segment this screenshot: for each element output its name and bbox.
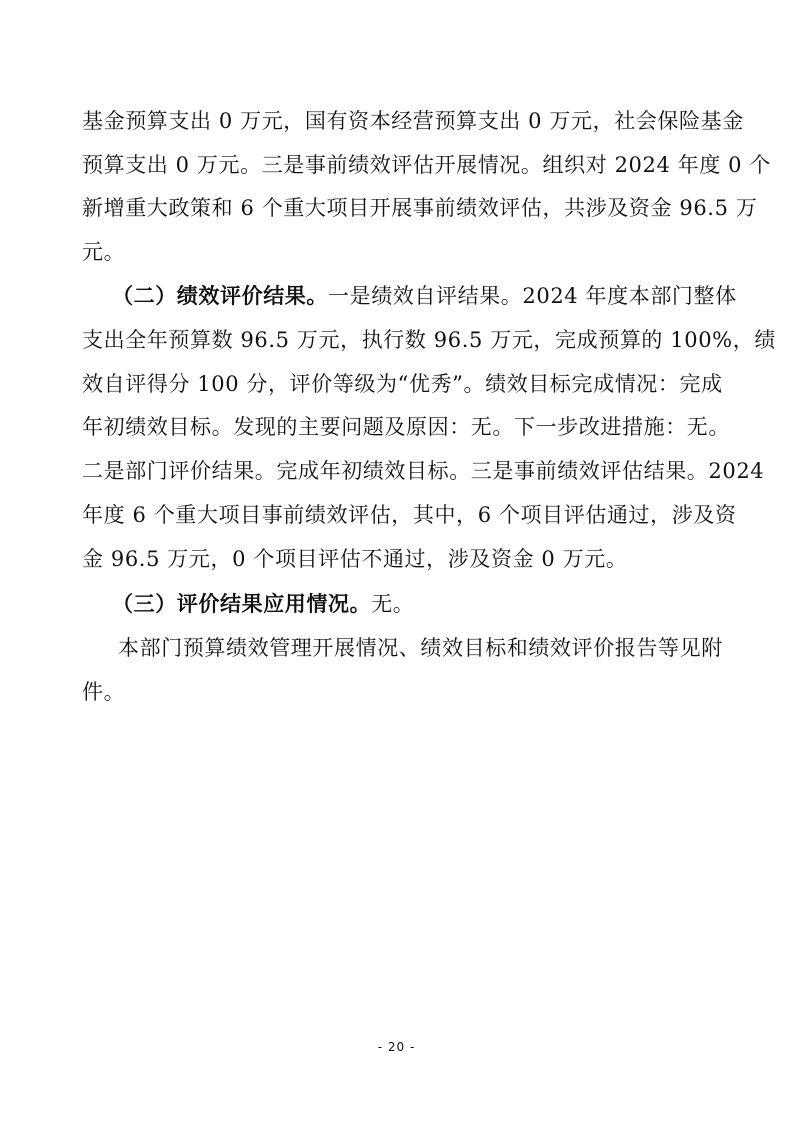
paragraph-line: 年度 6 个重大项目事前绩效评估，其中，6 个项目评估通过，涉及资 (82, 503, 737, 527)
paragraph-line: 效自评得分 100 分，评价等级为“优秀”。绩效目标完成情况：完成 (82, 372, 723, 396)
section-two-heading: （二）绩效评价结果。 (112, 283, 328, 308)
closing-line: 件。 (82, 680, 126, 704)
paragraph-line: 二是部门评价结果。完成年初绩效目标。三是事前绩效评估结果。2024 (82, 459, 765, 483)
closing-line: 本部门预算绩效管理开展情况、绩效目标和绩效评价报告等见附 (118, 636, 723, 660)
paragraph-line: 支出全年预算数 96.5 万元，执行数 96.5 万元，完成预算的 100%，绩 (82, 328, 776, 352)
section-three-line (112, 590, 752, 618)
page-number: - 20 - (377, 1040, 416, 1054)
paragraph-line: 新增重大政策和 6 个重大项目开展事前绩效评估，共涉及资金 96.5 万 (82, 196, 758, 220)
section-three-text: 无。 (371, 592, 415, 616)
paragraph-line: 预算支出 0 万元。三是事前绩效评估开展情况。组织对 2024 年度 0 个 (82, 153, 772, 177)
paragraph-line: 基金预算支出 0 万元，国有资本经营预算支出 0 万元，社会保险基金 (82, 109, 744, 133)
paragraph-line: 元。 (82, 240, 126, 264)
section-two-first-line (112, 282, 752, 310)
paragraph-line: 年初绩效目标。发现的主要问题及原因：无。下一步改进措施：无。 (82, 415, 730, 439)
section-three-heading: （三）评价结果应用情况。 (112, 591, 372, 616)
section-two-first-line-text: 一是绩效自评结果。2024 年度本部门整体 (328, 284, 737, 308)
paragraph-line: 金 96.5 万元，0 个项目评估不通过，涉及资金 0 万元。 (82, 547, 628, 571)
